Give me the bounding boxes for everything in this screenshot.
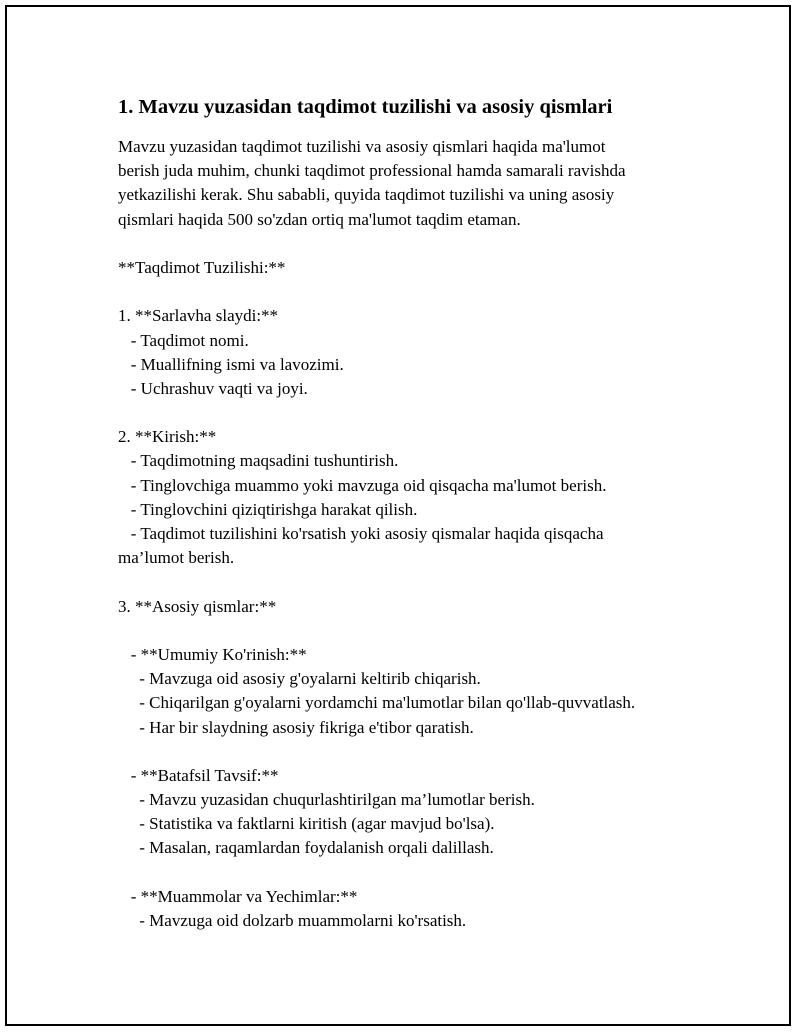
intro-paragraph	[118, 135, 698, 232]
list-item: - Taqdimotning maqsadini tushuntirish.	[118, 451, 399, 471]
section-title: **Taqdimot Tuzilishi:**	[118, 257, 286, 277]
list-item: - Mavzu yuzasidan chuqurlashtirilgan ma’lumotlar berish.	[118, 790, 535, 810]
intro-line: yetkazilishi kerak. Shu sababli, quyida taqdimot tuzilishi va uning asosiy	[118, 185, 615, 205]
intro-line: Mavzu yuzasidan taqdimot tuzilishi va asosiy qismlari haqida ma'lumot	[118, 137, 606, 156]
document-body	[118, 232, 698, 933]
document-content	[118, 93, 698, 933]
list-item: - Har bir slaydning asosiy fikriga e'tibor qaratish.	[118, 717, 474, 737]
blank-line	[118, 861, 698, 885]
blank-line	[118, 280, 698, 304]
list-item: - Mavzuga oid asosiy g'oyalarni keltirib chiqarish.	[118, 669, 481, 689]
sub-heading: - **Muammolar va Yechimlar:**	[118, 886, 358, 906]
list-heading: 2. **Kirish:**	[118, 427, 217, 447]
list-item: - Tinglovchiga muammo yoki mavzuga oid qisqacha ma'lumot berish.	[118, 475, 607, 495]
blank-line	[118, 401, 698, 425]
intro-line: qismlari haqida 500 so'zdan ortiq ma'lumot taqdim etaman.	[118, 209, 521, 229]
list-item: - Statistika va faktlarni kiritish (agar mavjud bo'lsa).	[118, 814, 495, 834]
list-item: - Masalan, raqamlardan foydalanish orqali dalillash.	[118, 838, 494, 858]
document-heading: 1. Mavzu yuzasidan taqdimot tuzilishi va asosiy qismlari	[118, 96, 613, 118]
list-heading: 3. **Asosiy qismlar:**	[118, 596, 277, 616]
list-item: - Uchrashuv vaqti va joyi.	[118, 378, 308, 398]
list-item-continuation: ma’lumot berish.	[118, 548, 235, 568]
blank-line	[118, 232, 698, 256]
list-item: - Taqdimot nomi.	[118, 330, 249, 350]
list-item: - Muallifning ismi va lavozimi.	[118, 354, 344, 374]
blank-line	[118, 619, 698, 643]
sub-heading: - **Batafsil Tavsif:**	[118, 765, 279, 785]
list-item: - Tinglovchini qiziqtirishga harakat qilish.	[118, 499, 418, 519]
list-item: - Taqdimot tuzilishini ko'rsatish yoki asosiy qismalar haqida qisqacha	[118, 524, 604, 543]
list-item: - Mavzuga oid dolzarb muammolarni ko'rsatish.	[118, 911, 467, 930]
blank-line	[118, 570, 698, 594]
list-item: - Chiqarilgan g'oyalarni yordamchi ma'lumotlar bilan qo'llab-quvvatlash.	[118, 693, 636, 713]
list-heading: 1. **Sarlavha slaydi:**	[118, 306, 279, 326]
sub-heading: - **Umumiy Ko'rinish:**	[118, 644, 307, 664]
intro-line: berish juda muhim, chunki taqdimot professional hamda samarali ravishda	[118, 161, 626, 181]
blank-line	[118, 740, 698, 764]
